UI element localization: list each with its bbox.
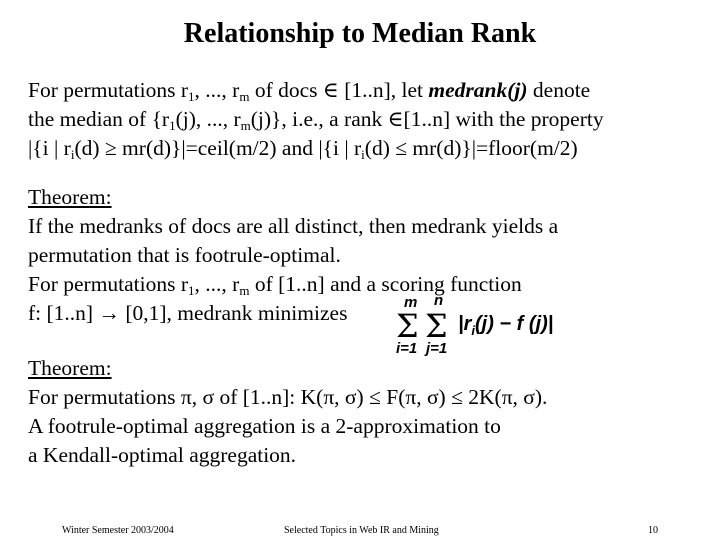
theorem-1-line-1: If the medranks of docs are all distinct, then medrank yields a	[28, 214, 559, 238]
definition-block	[28, 76, 604, 163]
theorem-2-line-2: A footrule-optimal aggregation is a 2-approximation to	[28, 414, 501, 438]
sum-lower-j: j=1	[426, 340, 448, 356]
theorem-1-heading: Theorem:	[28, 185, 112, 209]
medrank-term: medrank(j)	[428, 78, 528, 102]
sigma-symbol-1: Σ	[396, 307, 419, 345]
theorem-1-line-2: permutation that is footrule-optimal.	[28, 243, 341, 267]
formula-body: $|r_i(j) - f$ (j)|	[458, 313, 554, 338]
page-title: Relationship to Median Rank	[183, 18, 537, 49]
definition-line-1: For permutations $r_1$, ..., $r_m$ of docs ∈ [1..n], let medrank(j) denote	[28, 78, 591, 104]
theorem-2-heading: Theorem:	[28, 356, 112, 380]
theorem-2	[28, 354, 547, 470]
sigma-symbol-2: Σ	[425, 307, 448, 345]
definition-line-3: |{i | $r_i(d)$ ≥ mr(d)}|=ceil(m/2) and |{i | $r_i(d)$ ≤ mr(d)}|=floor(m/2)	[28, 136, 578, 162]
theorem-1-line-3: For permutations $r_1$, ..., $r_m$ of [1..n] and a scoring function	[28, 272, 522, 298]
definition-line-2: the median of {$r_1(j)$, ..., $r_m(j)$}, i.e., a rank ∈[1..n] with the property	[28, 107, 604, 133]
theorem-2-line-3: a Kendall-optimal aggregation.	[28, 443, 297, 467]
footer-course: Selected Topics in Web IR and Mining	[284, 525, 439, 536]
theorem-2-line-1: For permutations π, σ of [1..n]: K(π, σ) ≤ F(π, σ) ≤ 2K(π, σ).	[28, 385, 548, 409]
footrule-sum-formula	[394, 294, 584, 356]
theorem-1-line-4: f: [1..n] → [0,1], medrank minimizes	[28, 301, 348, 325]
footer-page-number: 10	[648, 525, 658, 536]
sum-upper-n: n	[434, 294, 444, 309]
sum-upper-m: m	[404, 294, 418, 311]
footer-semester: Winter Semester 2003/2004	[62, 525, 174, 536]
sum-lower-i: i=1	[396, 340, 418, 356]
